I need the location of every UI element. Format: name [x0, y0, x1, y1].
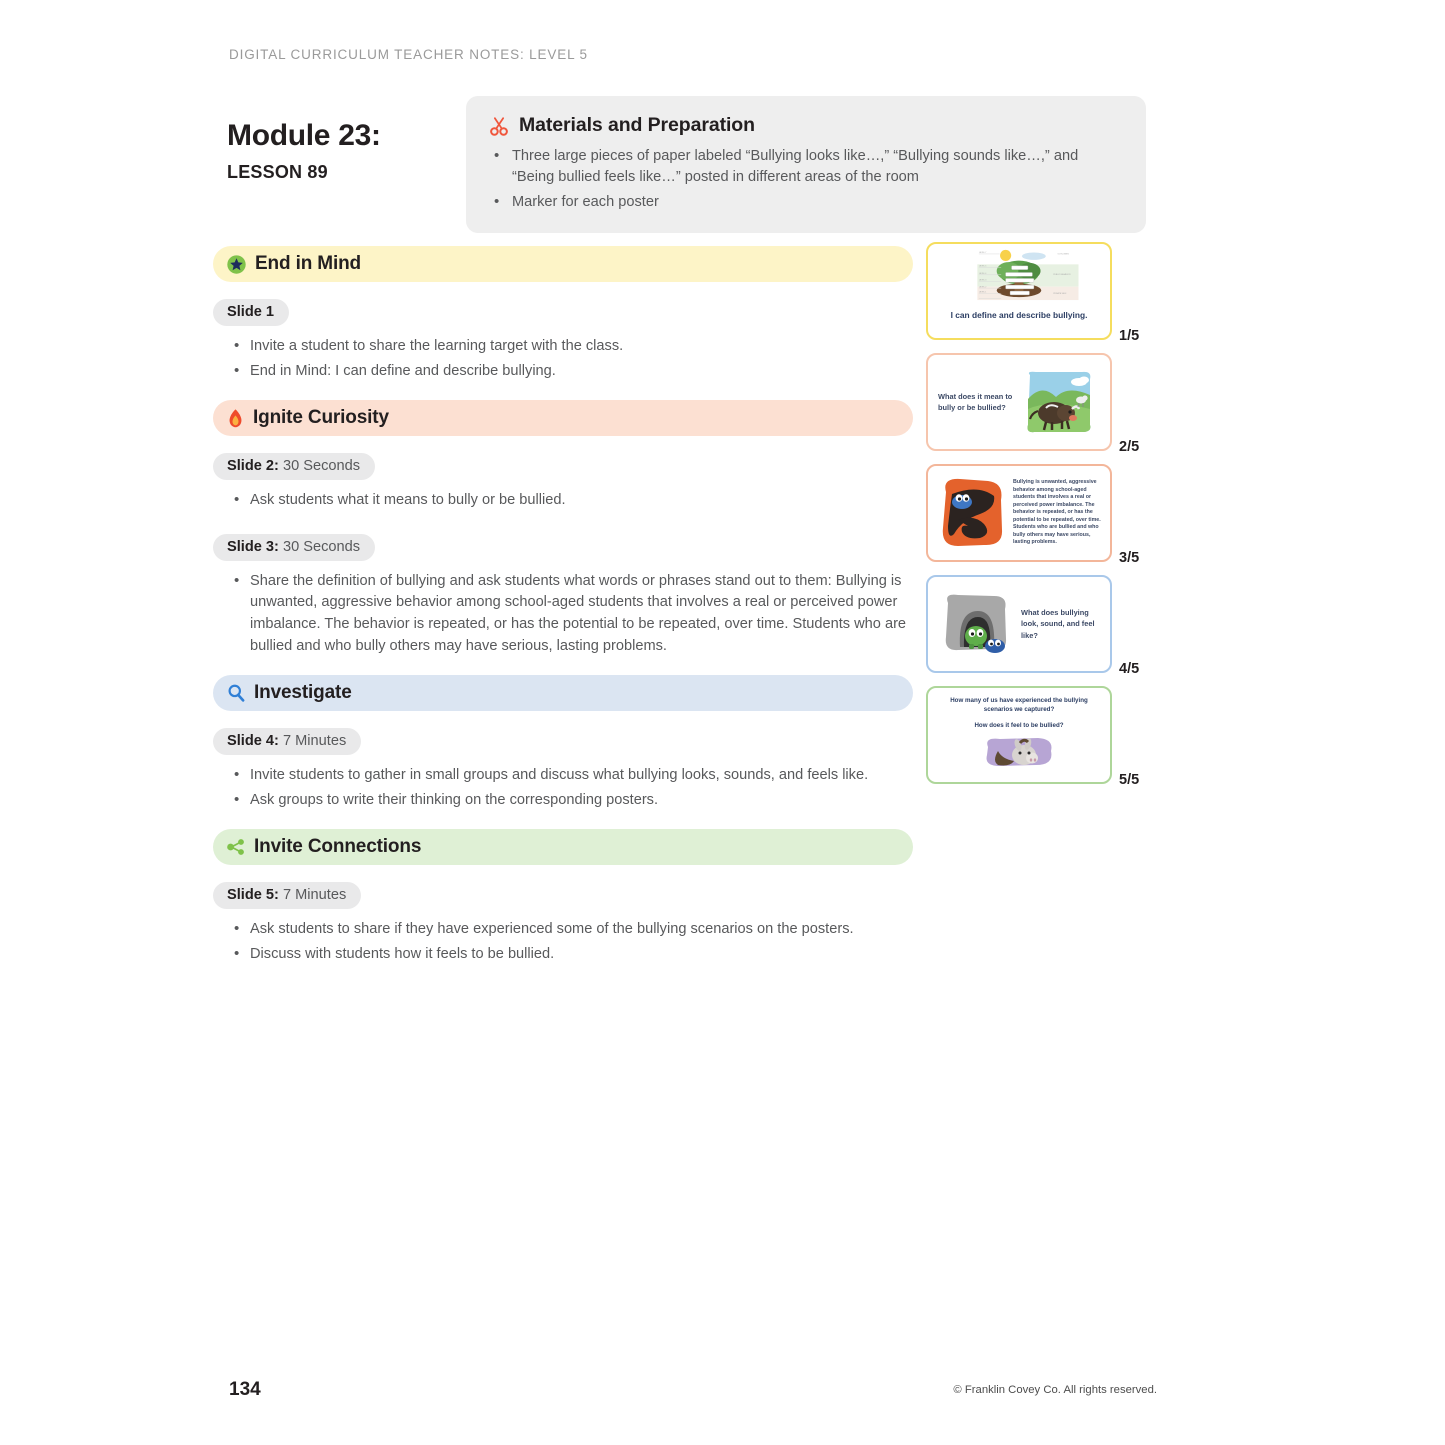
slide-counter: 4/5: [1119, 661, 1140, 677]
slide-q-bold: bullying: [1060, 608, 1089, 618]
materials-and-preparation-box: [466, 96, 1146, 233]
slide-chip: [213, 728, 361, 755]
materials-list: [488, 146, 1122, 213]
slide-definition-bold: Bullying: [1013, 479, 1034, 486]
slide-chip-label: Slide 4:: [227, 733, 279, 750]
list-item: • Marker for each poster: [488, 192, 1122, 213]
materials-heading: Materials and Preparation: [519, 114, 755, 136]
list-item: • Ask students to share if they have experienced some of the bullying scenarios on the posters.: [213, 919, 913, 941]
slide-thumbnail-1[interactable]: [926, 242, 1112, 340]
flame-icon: [226, 408, 245, 429]
svg-text:LEVEL 5: LEVEL 5: [978, 265, 987, 268]
title-block: [227, 120, 457, 183]
list-item: • End in Mind: I can define and describe bullying.: [213, 361, 913, 383]
materials-heading-row: [488, 114, 1122, 137]
section-label: End in Mind: [255, 253, 361, 274]
bull-pasture-illustration: [1022, 369, 1094, 435]
bullet-list: [213, 571, 913, 657]
section-banner-end-in-mind: [213, 246, 913, 282]
slide-question-1: [939, 696, 1099, 715]
list-item: • Ask groups to write their thinking on the corresponding posters.: [213, 790, 913, 812]
slide-chip: [213, 882, 361, 909]
bullet-list: [213, 490, 913, 512]
slide-chip: [213, 453, 375, 480]
list-item: • Invite a student to share the learning target with the class.: [213, 336, 913, 358]
slide-counter: 1/5: [1119, 328, 1140, 344]
section-banner-invite-connections: [213, 829, 913, 865]
slide-counter: 3/5: [1119, 550, 1140, 566]
section-end-in-mind: [213, 246, 913, 382]
section-label: Investigate: [254, 682, 352, 704]
list-item: • Three large pieces of paper labeled “Bullying looks like…,” “Bullying sounds like…,” and “Being bullied feels like…” posted in different areas of the room: [488, 146, 1122, 188]
section-label: Ignite Curiosity: [253, 407, 389, 429]
slide-counter: 2/5: [1119, 439, 1140, 455]
running-head: DIGITAL CURRICULUM TEACHER NOTES: LEVEL 5: [229, 47, 588, 62]
page-title: Module 23:: [227, 119, 381, 152]
star-badge-icon: [226, 254, 247, 275]
donkey-purple-blob-illustration: [980, 733, 1058, 771]
slide-thumbnail-rail: [926, 242, 1156, 796]
svg-text:LEVEL 4: LEVEL 4: [978, 273, 987, 276]
slide-chip-label: Slide 2:: [227, 458, 279, 475]
share-nodes-icon: [226, 837, 246, 857]
slide-thumbnail-item[interactable]: [926, 575, 1156, 677]
slide-chip: [213, 299, 289, 326]
svg-text:OUTCOMES: OUTCOMES: [1057, 253, 1069, 256]
section-ignite-curiosity: [213, 400, 913, 657]
slide-chip-time: 7 Minutes: [282, 887, 347, 904]
lesson-sections: [213, 246, 913, 984]
list-item: • Ask students what it means to bully or be bullied.: [213, 490, 913, 512]
svg-text:LEVEL 7: LEVEL 7: [978, 252, 987, 255]
section-invite-connections: [213, 829, 913, 965]
page-number: 134: [229, 1379, 261, 1400]
section-investigate: [213, 675, 913, 811]
bullet-list: [213, 919, 913, 965]
slide-q-line1: What does: [1021, 608, 1059, 618]
slide-thumbnail-item[interactable]: [926, 353, 1156, 455]
svg-text:PUBLIC BEHAVIOR: PUBLIC BEHAVIOR: [1053, 273, 1071, 276]
cave-creatures-illustration: [938, 591, 1014, 657]
bullet-list: [213, 336, 913, 382]
section-banner-ignite-curiosity: [213, 400, 913, 436]
list-item: • Invite students to gather in small groups and discuss what bullying looks, sounds, and feels like.: [213, 765, 913, 787]
slide-caption: [951, 310, 1088, 320]
slide-q1-plain: How many of us have experienced the: [950, 697, 1065, 704]
slide-q1-tail: scenarios we captured?: [983, 706, 1055, 714]
slide-thumbnail-item[interactable]: [926, 686, 1156, 788]
slide-definition-plain: is unwanted, aggressive behavior among school-aged students that involves a real or perceived power imbalance. The behavior is repeated, or has the potential to be repeated, over time. Students who are bullied and who bully others may have serious, lasting problems.: [1013, 479, 1101, 546]
lesson-subtitle: LESSON 89: [227, 161, 328, 182]
slide-chip-time: 30 Seconds: [282, 538, 361, 555]
slide-chip-time: 7 Minutes: [282, 733, 347, 750]
slide-thumbnail-2[interactable]: [926, 353, 1112, 451]
slide-question-text: [1021, 607, 1097, 640]
svg-text:LEVEL 3: LEVEL 3: [978, 279, 987, 282]
slide-q-line4: like?: [1021, 630, 1038, 640]
slide-chip-label: Slide 5:: [227, 887, 279, 904]
slide-chip-time: 30 Seconds: [282, 458, 361, 475]
slide-chip-label: Slide 3:: [227, 538, 279, 555]
bullet-list: [213, 765, 913, 811]
slide-thumbnail-5[interactable]: [926, 686, 1112, 784]
slide-thumbnail-item[interactable]: [926, 464, 1156, 566]
slide-thumbnail-4[interactable]: [926, 575, 1112, 673]
slide-q1-bold: bullying: [1064, 697, 1088, 704]
svg-text:PRIVATE SELF: PRIVATE SELF: [1053, 293, 1067, 296]
slide-definition-text: [1013, 479, 1102, 547]
slide-chip-label: Slide 1: [227, 304, 275, 320]
svg-text:LEVEL 1: LEVEL 1: [978, 291, 987, 294]
list-item: • Discuss with students how it feels to be bullied.: [213, 944, 913, 966]
slide-caption-plain: I can define and describe: [950, 310, 1053, 320]
svg-text:LEVEL 2: LEVEL 2: [978, 286, 987, 289]
slide-question-2: How does it feel to be bullied?: [974, 721, 1064, 729]
slide-thumbnail-item[interactable]: [926, 242, 1156, 344]
slide-caption-bold: bullying.: [1052, 310, 1088, 320]
slide-question-text: What does it mean to bully or be bullied?: [938, 391, 1013, 412]
copyright-notice: © Franklin Covey Co. All rights reserved.: [953, 1384, 1157, 1396]
orange-blob-creature-illustration: [936, 474, 1006, 552]
slide-thumbnail-3[interactable]: [926, 464, 1112, 562]
slide-counter: 5/5: [1119, 772, 1140, 788]
slide-q-line3: sound, and feel: [1040, 619, 1095, 629]
section-banner-investigate: [213, 675, 913, 711]
scissors-icon: [488, 115, 510, 137]
list-item: • Share the definition of bullying and ask students what words or phrases stand out to them: Bullying is unwanted, aggressive behavior among school-aged students that involves a real or perceived power imbalance. The behavior is repeated, or has the potential to be repeated, over time. Students who are bullied and who bully others may have serious, lasting problems.: [213, 571, 913, 657]
slide-q-line2: look,: [1021, 619, 1039, 629]
slide-chip: [213, 534, 375, 561]
section-label: Invite Connections: [254, 836, 422, 858]
magnifier-icon: [226, 683, 246, 703]
tree-diagram-illustration: [959, 248, 1079, 306]
